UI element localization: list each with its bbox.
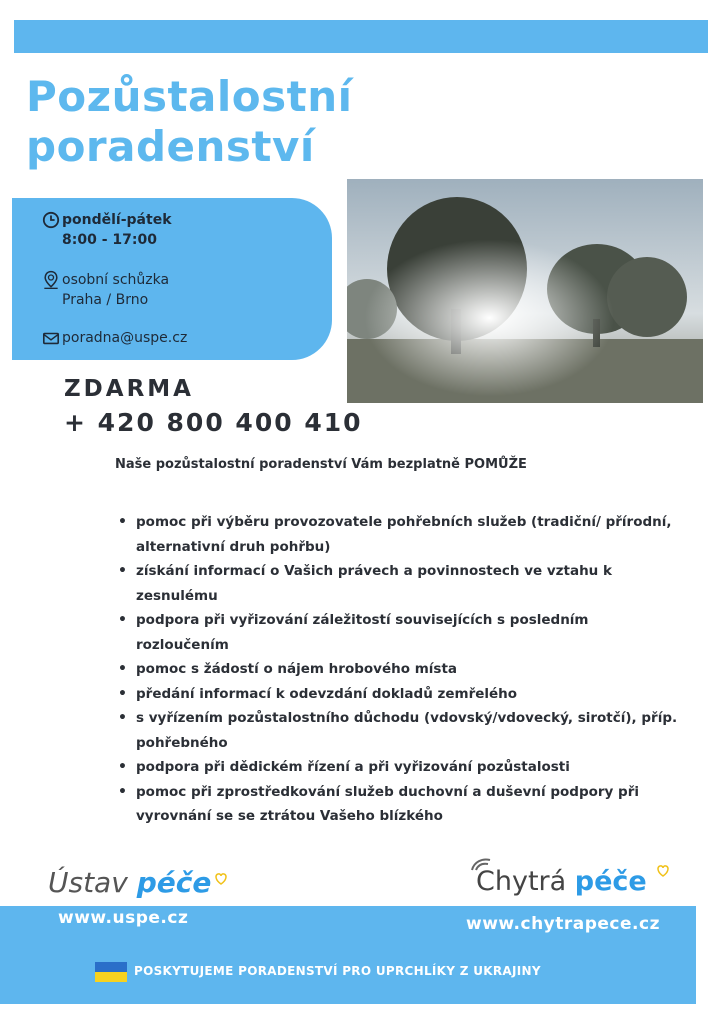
ukraine-flag-icon	[95, 962, 127, 982]
intro-text: Naše pozůstalostní poradenství Vám bezplatně POMŮŽE	[115, 457, 527, 472]
list-item: • získání informací o Vašich právech a povinnostech ve vztahu k zesnulému	[118, 559, 678, 608]
list-item: • pomoc při výběru provozovatele pohřebních služeb (tradiční/ přírodní, alternativní druh pohřbu)	[118, 510, 678, 559]
page-title	[26, 72, 353, 172]
uspe-website-link[interactable]: www.uspe.cz	[58, 908, 189, 928]
logo-left-word-1: Ústav	[48, 866, 128, 899]
ukraine-refugees-note: POSKYTUJEME PORADENSTVÍ PRO UPRCHLÍKY Z UKRAJINY	[134, 964, 541, 978]
logo-left-word-2: péče	[136, 866, 212, 899]
free-label: ZDARMA	[64, 376, 194, 402]
meeting-location: Praha / Brno	[62, 292, 149, 308]
top-banner	[14, 20, 708, 53]
meeting-info	[62, 270, 169, 310]
email-link[interactable]: poradna@uspe.cz	[62, 330, 188, 346]
location-pin-icon	[42, 270, 60, 290]
list-item: • pomoc při zprostředkování služeb duchovní a duševní podpory při vyrovnání se se ztrátou Vašeho blízkého	[118, 780, 678, 829]
heart-icon	[214, 872, 228, 886]
mail-icon	[42, 328, 60, 348]
trees-photo	[347, 179, 703, 403]
email-info	[62, 328, 187, 348]
services-list	[118, 510, 678, 829]
list-item: • s vyřízením pozůstalostního důchodu (vdovský/vdovecký, sirotčí), příp. pohřebného	[118, 706, 678, 755]
list-item: • podpora při dědickém řízení a při vyřizování pozůstalosti	[118, 755, 678, 780]
phone-number[interactable]: + 420 800 400 410	[64, 408, 363, 437]
hours-time: 8:00 - 17:00	[62, 232, 157, 248]
hours-label: pondělí-pátek	[62, 212, 172, 228]
list-item: • předání informací k odevzdání dokladů zemřelého	[118, 682, 678, 707]
heart-icon	[656, 864, 670, 878]
list-item: • pomoc s žádostí o nájem hrobového místa	[118, 657, 678, 682]
uspe-logo	[48, 866, 211, 899]
opening-hours	[62, 210, 172, 250]
logo-right-word-1: Chytrá	[476, 866, 567, 897]
meeting-label: osobní schůzka	[62, 272, 170, 288]
logo-right-word-2: péče	[574, 866, 647, 897]
title-line-2: poradenství	[26, 122, 315, 171]
clock-icon	[42, 210, 60, 230]
chytra-pece-logo	[476, 866, 647, 897]
chytrapece-website-link[interactable]: www.chytrapece.cz	[466, 914, 660, 934]
title-line-1: Pozůstalostní	[26, 72, 353, 121]
list-item: • podpora při vyřizování záležitostí souvisejících s posledním rozloučením	[118, 608, 678, 657]
